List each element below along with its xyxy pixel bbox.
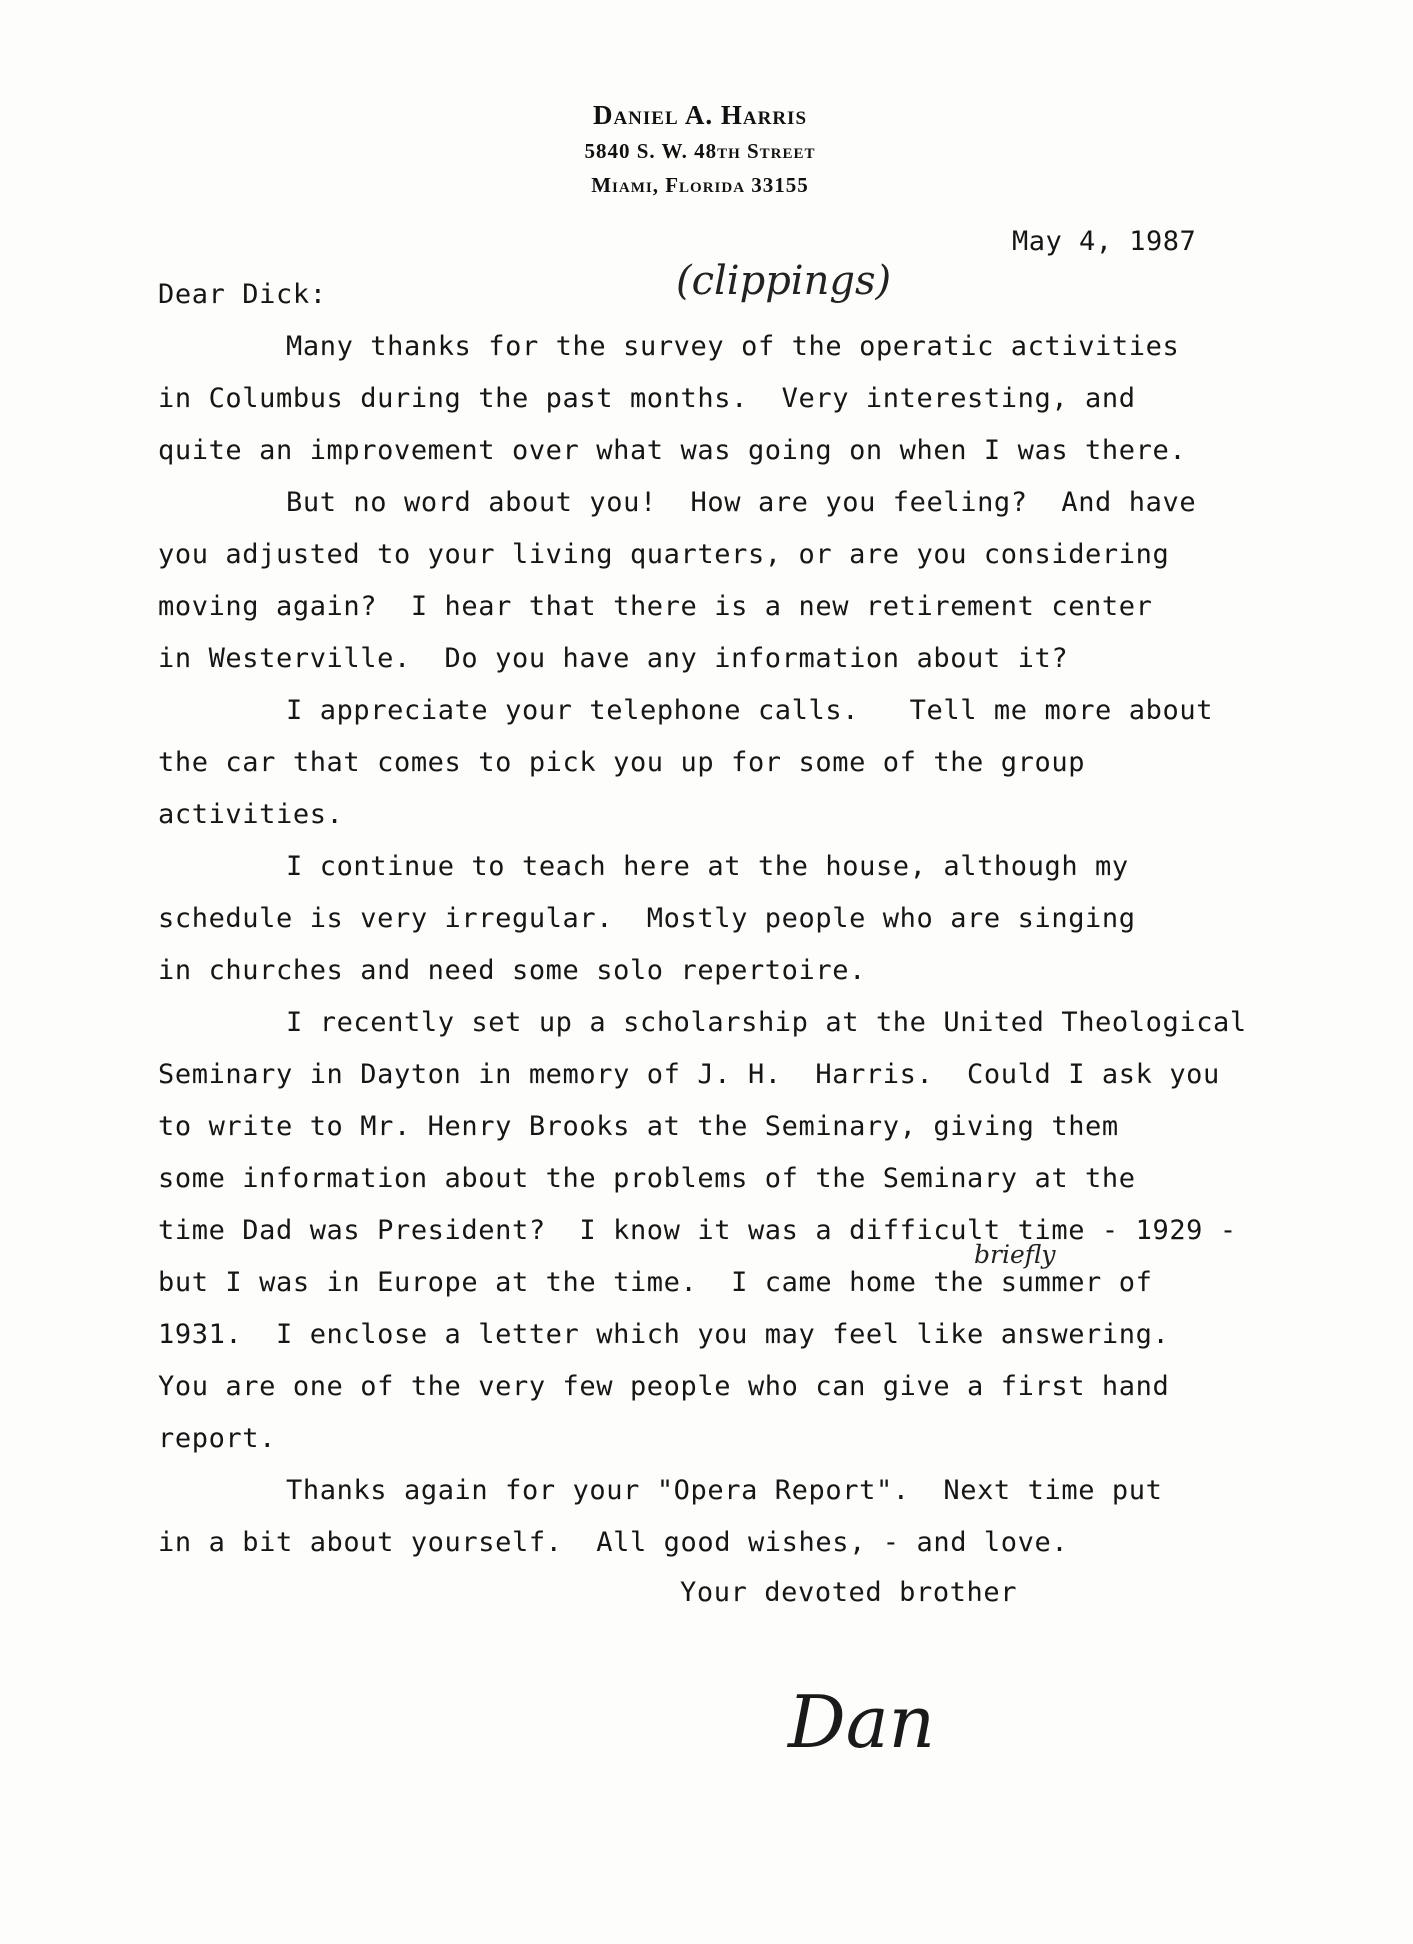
body-line: schedule is very irregular. Mostly people who are singing [158, 903, 1136, 934]
handwritten-briefly-note: briefly [974, 1240, 1056, 1269]
body-line: activities. [158, 799, 344, 830]
body-line: I continue to teach here at the house, although my [286, 851, 1129, 882]
body-line: in churches and need some solo repertoire. [158, 955, 866, 986]
body-line: some information about the problems of the Seminary at the [158, 1163, 1136, 1194]
sender-name: Daniel A. Harris [592, 100, 808, 130]
body-line: the car that comes to pick you up for some of the group [158, 747, 1086, 778]
sender-street: 5840 S. W. 48th Street [584, 139, 816, 163]
body-line: in Columbus during the past months. Very interesting, and [158, 383, 1136, 414]
handwritten-clippings-note: (clippings) [676, 258, 892, 304]
body-line: But no word about you! How are you feeling? And have [286, 487, 1197, 518]
salutation: Dear Dick: [158, 279, 327, 310]
letterhead [500, 96, 900, 202]
body-line: report. [158, 1423, 276, 1454]
body-line: Many thanks for the survey of the operatic activities [286, 331, 1180, 362]
body-line: You are one of the very few people who can give a first hand [158, 1371, 1170, 1402]
body-line: moving again? I hear that there is a new retirement center [158, 591, 1153, 622]
handwritten-signature: Dan [788, 1680, 936, 1764]
body-line: in Westerville. Do you have any information about it? [158, 643, 1069, 674]
body-line: quite an improvement over what was going on when I was there. [158, 435, 1187, 466]
letter-date: May 4, 1987 [1012, 226, 1197, 257]
body-line: in a bit about yourself. All good wishes, - and love. [158, 1527, 1069, 1558]
body-line: you adjusted to your living quarters, or are you considering [158, 539, 1170, 570]
closing: Your devoted brother [680, 1577, 1018, 1608]
body-line: Seminary in Dayton in memory of J. H. Harris. Could I ask you [158, 1059, 1220, 1090]
body-line: Thanks again for your "Opera Report". Next time put [286, 1475, 1163, 1506]
body-line: time Dad was President? I know it was a difficult time - 1929 - [158, 1215, 1237, 1246]
body-line: I recently set up a scholarship at the United Theological [286, 1007, 1247, 1038]
body-line: but I was in Europe at the time. I came home the summer of [158, 1267, 1153, 1298]
sender-city: Miami, Florida 33155 [591, 173, 809, 197]
body-line: 1931. I enclose a letter which you may feel like answering. [158, 1319, 1170, 1350]
body-line: I appreciate your telephone calls. Tell me more about [286, 695, 1214, 726]
body-line: to write to Mr. Henry Brooks at the Seminary, giving them [158, 1111, 1119, 1142]
